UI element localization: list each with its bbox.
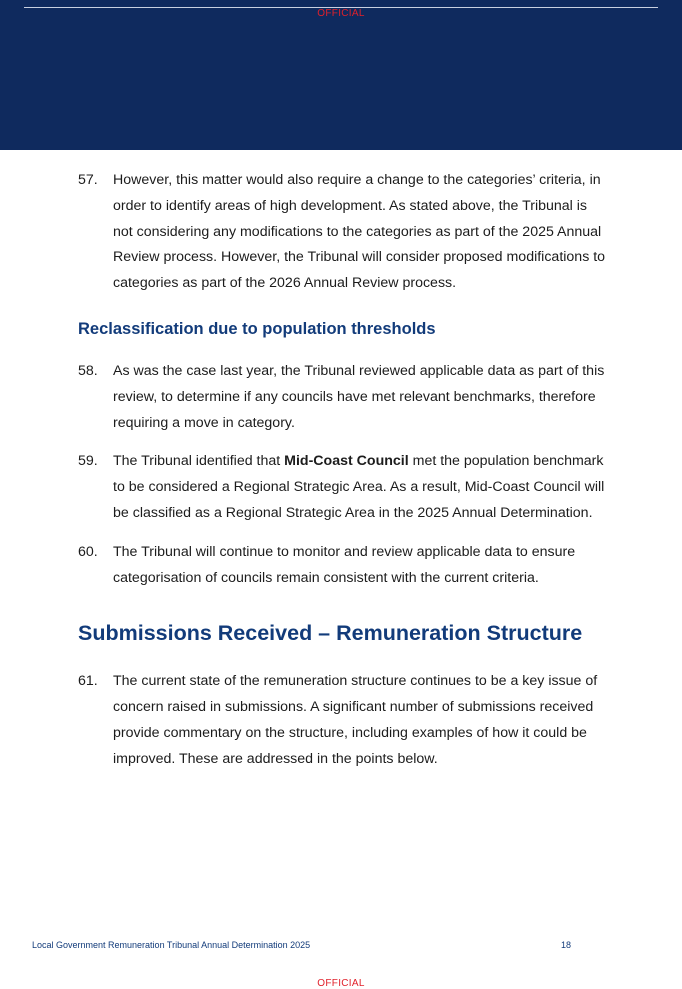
footer-document-title: Local Government Remuneration Tribunal Annual Determination 2025 <box>32 940 311 950</box>
paragraph-text-start: The Tribunal identified that <box>113 453 285 470</box>
paragraph-number: 57. <box>78 172 98 188</box>
classification-label-bottom: OFFICIAL <box>317 978 365 989</box>
paragraph-number: 60. <box>78 543 98 560</box>
paragraph-58 <box>78 359 608 436</box>
paragraph-61 <box>78 669 608 772</box>
paragraph-text <box>113 449 608 526</box>
paragraph-number: 58. <box>78 362 98 379</box>
paragraph-57 <box>78 168 608 297</box>
paragraph-text-end: met the population benchmark to be considered a Regional Strategic Area. As a result, Mid-Coast Council will be classified as a Regional Strategic Area in the 2025 Annual Determination. <box>113 453 605 521</box>
classification-label-top: OFFICIAL <box>317 8 365 19</box>
footer-page-number: 18 <box>561 940 572 950</box>
paragraph-text: However, this matter would also require a change to the categories’ criteria, in order to identify areas of high development. As stated above, the Tribunal is not considering any modifications to the categories as part of the 2025 Annual Review process. However, the Tribunal will consider proposed modifications to categories as part of the 2026 Annual Review process. <box>113 172 606 292</box>
section-heading-reclassification: Reclassification due to population thresholds <box>78 319 436 338</box>
section-heading-submissions: Submissions Received – Remuneration Structure <box>78 621 583 646</box>
paragraph-text: As was the case last year, the Tribunal reviewed applicable data as part of this review, to determine if any councils have met relevant benchmarks, therefore requiring a move in category. <box>113 362 605 431</box>
header-banner <box>0 0 682 150</box>
paragraph-number: 59. <box>78 453 98 470</box>
page-body <box>78 168 608 773</box>
paragraph-number: 61. <box>78 673 98 690</box>
paragraph-text: The Tribunal will continue to monitor and review applicable data to ensure categorisation of councils remain consistent with the current criteria. <box>113 543 576 586</box>
council-name-bold: Mid-Coast Council <box>284 453 409 470</box>
paragraph-59 <box>78 449 608 526</box>
paragraph-text: The current state of the remuneration structure continues to be a key issue of concern raised in submissions. A significant number of submissions received provide commentary on the structure, including examples of how it could be improved. These are addressed in the points below. <box>113 673 598 767</box>
paragraph-60 <box>78 540 608 592</box>
